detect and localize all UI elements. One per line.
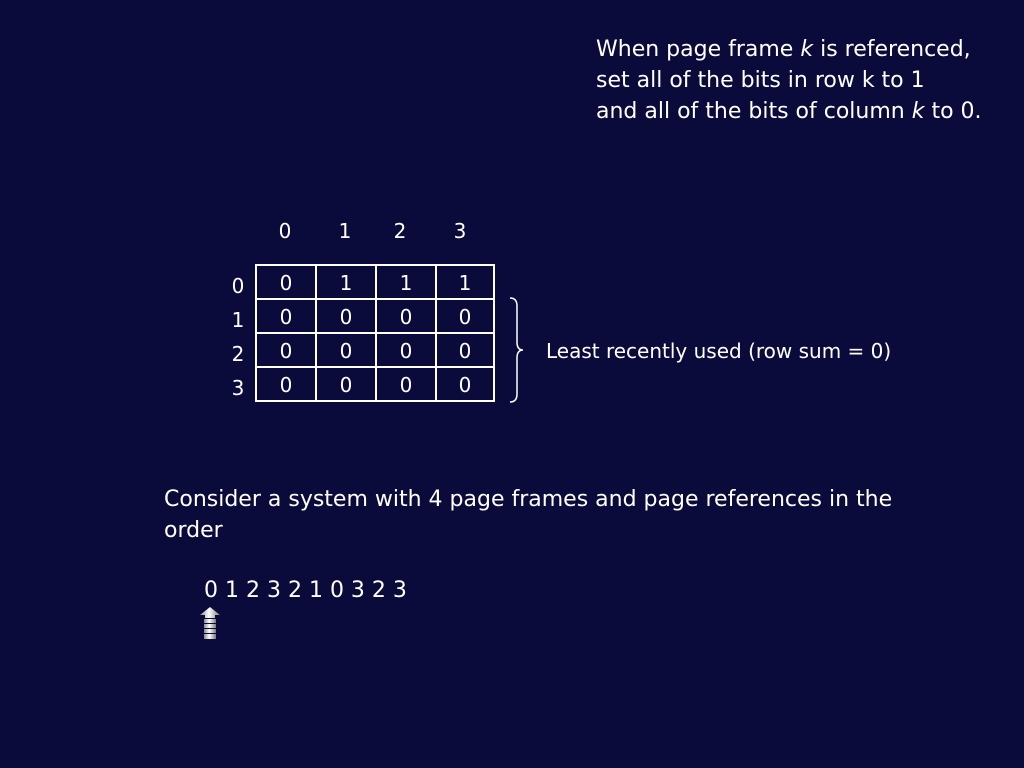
row-header-3: 3 xyxy=(231,376,245,400)
matrix-cell-r2-c1: 0 xyxy=(339,339,353,363)
rule-line-3-end: to 0. xyxy=(924,99,982,124)
matrix-cell-r2-c3: 0 xyxy=(458,339,472,363)
rule-line-3-k: k xyxy=(911,99,925,124)
row-header-0: 0 xyxy=(231,274,245,298)
matrix-cell-r0-c2: 1 xyxy=(399,271,413,295)
rule-line-3 xyxy=(596,96,1016,127)
reference-sequence: 0 1 2 3 2 1 0 3 2 3 xyxy=(204,578,407,603)
rule-line-2: set all of the bits in row k to 1 xyxy=(596,68,925,93)
matrix-cell-r3-c1: 0 xyxy=(339,373,353,397)
matrix-cell-r1-c2: 0 xyxy=(399,305,413,329)
column-header-0: 0 xyxy=(278,219,292,243)
curly-brace-icon xyxy=(508,296,526,404)
column-header-2: 2 xyxy=(393,219,407,243)
row-header-2: 2 xyxy=(231,342,245,366)
column-header-3: 3 xyxy=(453,219,467,243)
scenario-text: Consider a system with 4 page frames and page references in the order xyxy=(164,487,893,543)
rule-line-1-start: When page frame xyxy=(596,37,801,62)
rule-description xyxy=(596,34,1016,127)
matrix-cell-r1-c1: 0 xyxy=(339,305,353,329)
rule-line-1-k: k xyxy=(800,37,814,62)
matrix-cell-r0-c3: 1 xyxy=(458,271,472,295)
lru-annotation: Least recently used (row sum = 0) xyxy=(546,339,892,363)
matrix-cell-r1-c0: 0 xyxy=(279,305,293,329)
matrix-cell-r2-c2: 0 xyxy=(399,339,413,363)
matrix-cell-r0-c1: 1 xyxy=(339,271,353,295)
rule-line-1 xyxy=(596,34,1016,65)
matrix-cell-r1-c3: 0 xyxy=(458,305,472,329)
column-header-1: 1 xyxy=(338,219,352,243)
rule-line-1-end: is referenced, xyxy=(813,37,971,62)
reference-matrix xyxy=(255,264,495,402)
matrix-cell-r3-c3: 0 xyxy=(458,373,472,397)
matrix-cell-r0-c0: 0 xyxy=(279,271,293,295)
rule-line-3-start: and all of the bits of column xyxy=(596,99,912,124)
row-header-1: 1 xyxy=(231,308,245,332)
matrix-cell-r3-c2: 0 xyxy=(399,373,413,397)
matrix-cell-r2-c0: 0 xyxy=(279,339,293,363)
matrix-cell-r3-c0: 0 xyxy=(279,373,293,397)
up-arrow-icon xyxy=(199,606,221,640)
